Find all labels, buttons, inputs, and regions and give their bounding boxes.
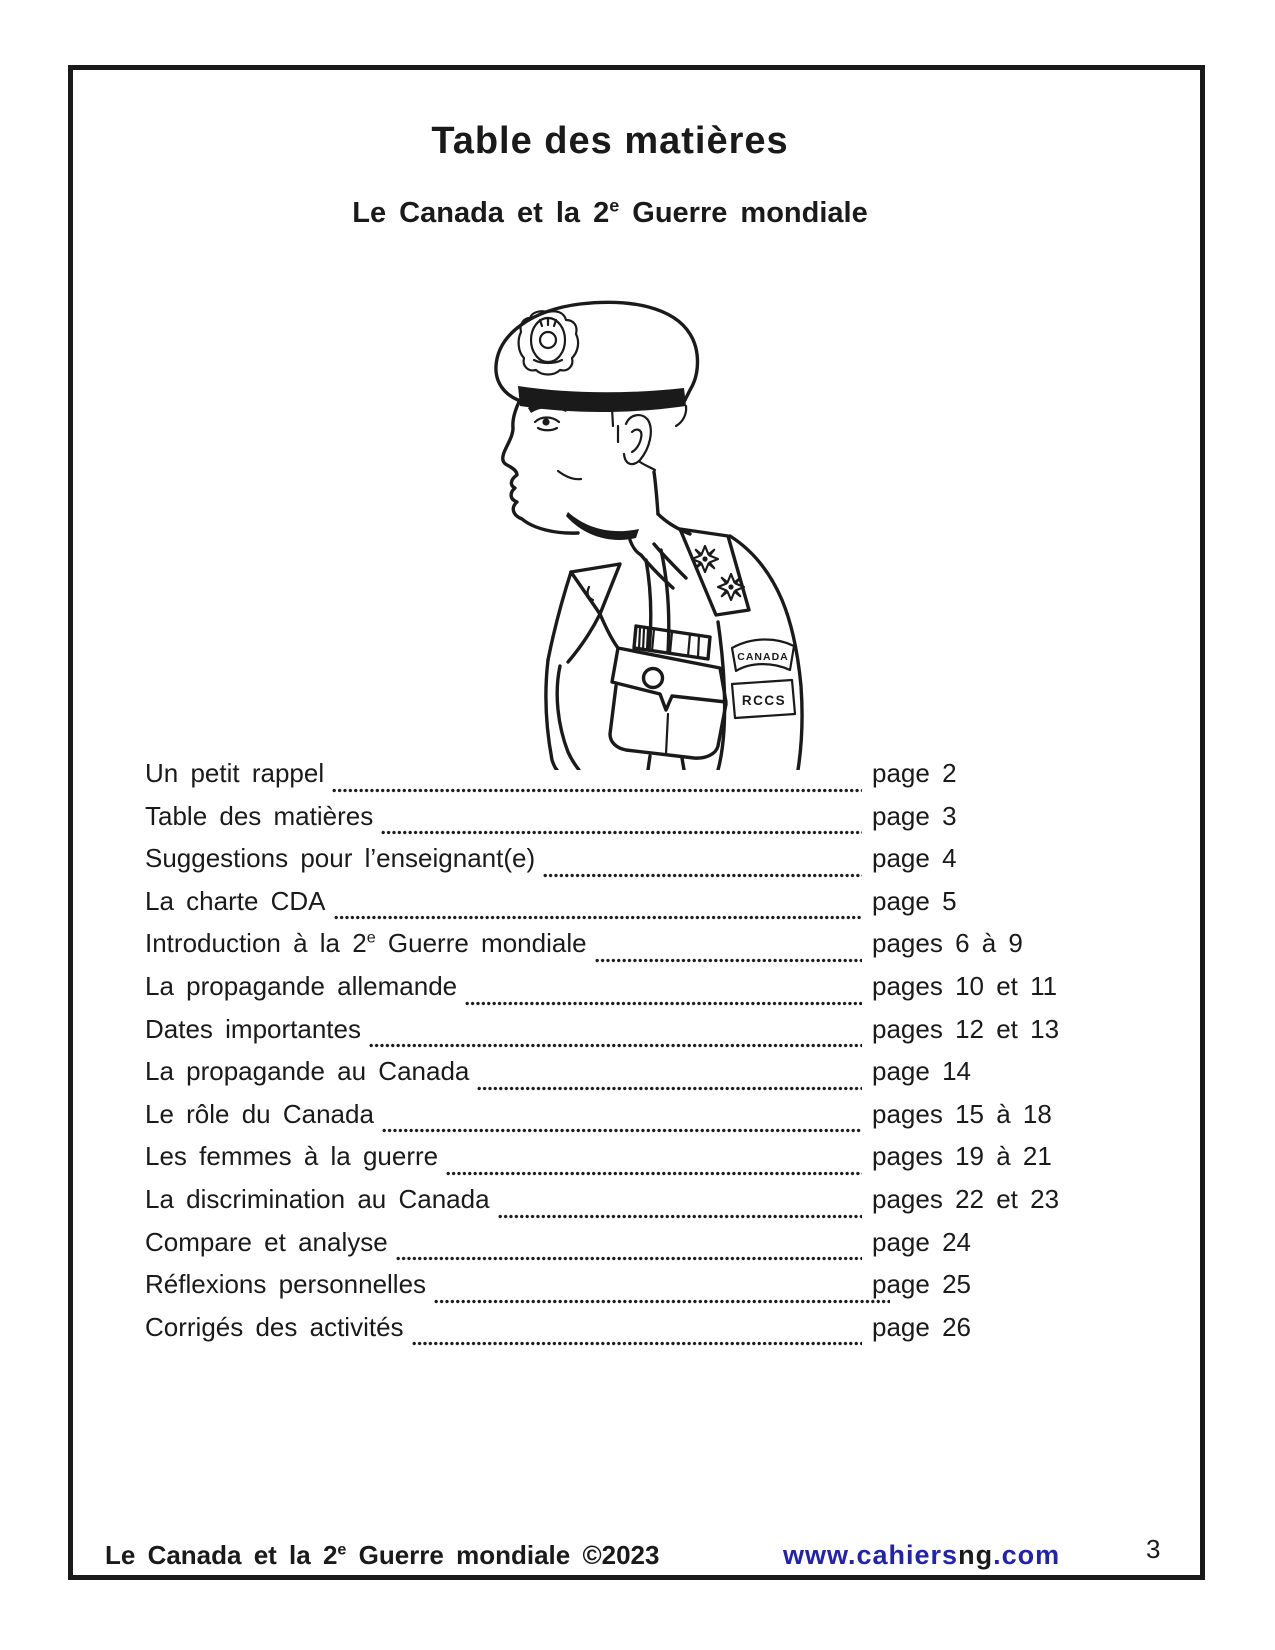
dotted-leader: [446, 1171, 862, 1176]
footer-superscript: e: [337, 1540, 347, 1559]
dotted-leader: [412, 1341, 862, 1346]
url-part-ng: ng: [958, 1540, 994, 1570]
toc-entry-title: Dates importantes: [145, 1013, 361, 1044]
dotted-leader: [369, 1043, 862, 1048]
subtitle-text: Le Canada et la 2: [352, 197, 610, 229]
soldier-drawing-svg: [440, 282, 820, 770]
toc-entry-page: pages 15 à 18: [872, 1098, 1052, 1129]
toc-row: [145, 1056, 1130, 1099]
canada-shoulder-patch: [732, 639, 794, 671]
soldier-illustration: [440, 282, 820, 770]
toc-row: [145, 1227, 1130, 1270]
toc-entry-title: La propagande au Canada: [145, 1056, 470, 1087]
toc-list: [145, 758, 1130, 1354]
dotted-leader: [381, 830, 862, 835]
toc-entry-title: Un petit rappel: [145, 758, 325, 788]
url-part-com: .com: [993, 1540, 1061, 1570]
toc-entry-title: Compare et analyse: [145, 1226, 388, 1257]
dotted-leader: [434, 1299, 890, 1304]
rccs-patch-label: RCCS: [741, 693, 787, 708]
toc-row: [145, 886, 1130, 929]
dotted-leader: [498, 1214, 862, 1219]
toc-entry-page: page 3: [872, 800, 957, 831]
toc-row: [145, 1269, 1130, 1312]
toc-entry-page: pages 12 et 13: [872, 1013, 1060, 1044]
toc-row: [145, 1141, 1130, 1184]
toc-entry-title: La discrimination au Canada: [145, 1183, 490, 1214]
page-title: Table des matières: [431, 120, 789, 162]
toc-entry-title: Table des matières: [145, 800, 374, 831]
footer-text: Le Canada et la 2: [105, 1540, 338, 1570]
uniform-drawing: [546, 514, 802, 770]
toc-row: [145, 971, 1130, 1014]
toc-entry-page: page 14: [872, 1056, 971, 1087]
toc-row: [145, 1312, 1130, 1355]
url-part-www: www.cahiers: [783, 1540, 959, 1570]
toc-entry-title: Les femmes à la guerre: [145, 1141, 439, 1172]
toc-entry-page: page 26: [872, 1311, 971, 1342]
toc-row: [145, 1184, 1130, 1227]
toc-entry-page: pages 19 à 21: [872, 1141, 1052, 1172]
toc-row: [145, 843, 1130, 886]
dotted-leader: [465, 1001, 862, 1006]
toc-entry-page: page 5: [872, 885, 957, 916]
rccs-shoulder-patch: [732, 680, 795, 718]
dotted-leader: [396, 1256, 862, 1261]
toc-row: [145, 1099, 1130, 1142]
canada-patch-label: CANADA: [737, 651, 789, 663]
toc-entry-page: page 4: [872, 843, 957, 874]
header: [60, 120, 1160, 230]
dotted-leader: [332, 788, 862, 793]
page-subtitle: [60, 197, 1160, 230]
toc-entry-page: page 25: [872, 1269, 971, 1300]
footer-website: [783, 1540, 1060, 1571]
toc-entry-title: Réflexions personnelles: [145, 1269, 427, 1300]
dotted-leader: [543, 873, 862, 878]
footer-text-end: Guerre mondiale ©2023: [346, 1540, 660, 1570]
toc-row: [145, 928, 1130, 971]
page-number: 3: [1146, 1534, 1161, 1564]
footer-copyright: [105, 1540, 659, 1571]
breast-pocket: [610, 648, 726, 758]
toc-entry-title: Introduction à la 2e Guerre mondiale: [145, 928, 587, 959]
toc-entry-page: pages 6 à 9: [872, 928, 1023, 959]
dotted-leader: [477, 1086, 862, 1091]
toc-entry-page: pages 22 et 23: [872, 1183, 1060, 1214]
subtitle-superscript: e: [609, 195, 620, 216]
toc-entry-title: Suggestions pour l’enseignant(e): [145, 843, 536, 874]
cap-drawing: [496, 302, 698, 426]
subtitle-text-end: Guerre mondiale: [619, 197, 868, 229]
toc-entry-title: La propagande allemande: [145, 970, 458, 1001]
toc-row: [145, 1014, 1130, 1057]
toc-entry-title: Corrigés des activités: [145, 1311, 404, 1342]
dotted-leader: [595, 958, 862, 963]
toc-entry-title: La charte CDA: [145, 885, 326, 916]
toc-row: [145, 801, 1130, 844]
toc-entry-page: pages 10 et 11: [872, 970, 1058, 1001]
toc-row: [145, 758, 1130, 801]
toc-entry-page: page 24: [872, 1226, 971, 1257]
dotted-leader: [334, 915, 862, 920]
dotted-leader: [382, 1128, 862, 1133]
toc-entry-page: page 2: [872, 758, 957, 788]
toc-entry-title: Le rôle du Canada: [145, 1098, 374, 1129]
face-drawing: [503, 400, 658, 555]
